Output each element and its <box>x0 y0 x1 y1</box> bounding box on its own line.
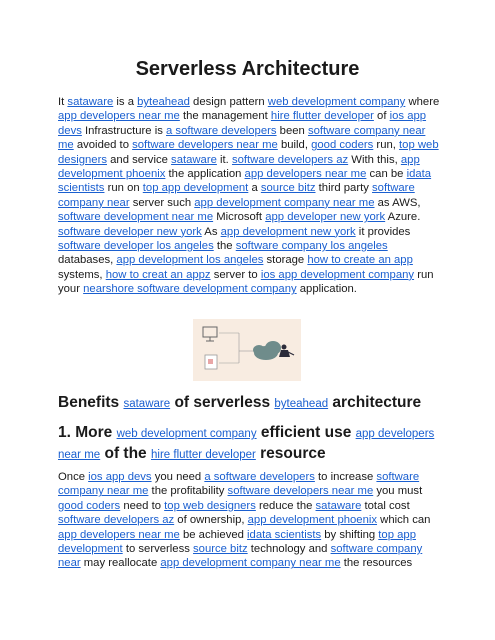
inline-link[interactable]: top app development <box>58 528 416 556</box>
text-run: run on <box>104 182 143 195</box>
text-run: the resources <box>340 557 413 570</box>
text-run: storage <box>263 254 308 267</box>
inline-link[interactable]: app development los angeles <box>116 254 264 267</box>
text-run: efficient use <box>256 424 356 441</box>
inline-link[interactable]: app developers near me <box>58 110 180 123</box>
text-run: third party <box>315 182 373 195</box>
text-run: As <box>201 225 221 238</box>
text-run: the application <box>165 168 245 181</box>
text-run: technology and <box>247 543 331 556</box>
text-run: Azure. <box>385 211 421 224</box>
text-run: build, <box>277 139 312 152</box>
inline-link[interactable]: software company near me <box>58 124 426 152</box>
text-run: With this, <box>348 153 401 166</box>
text-run: and service <box>106 153 172 166</box>
monitor-icon <box>203 327 217 337</box>
inline-link[interactable]: hire flutter developer <box>270 110 374 123</box>
text-run: server such <box>129 196 195 209</box>
intro-paragraph <box>58 95 443 297</box>
inline-link[interactable]: app development company near me <box>194 196 375 209</box>
inline-link[interactable]: software developers near me <box>132 139 278 152</box>
inline-link[interactable]: web development company <box>116 428 257 440</box>
text-run: databases, <box>58 254 117 267</box>
text-run: design pattern <box>189 96 268 108</box>
inline-link[interactable]: good coders <box>311 139 374 152</box>
text-run: resource <box>255 445 326 462</box>
benefits-heading <box>58 393 443 414</box>
inline-link[interactable]: software developers near me <box>227 485 374 498</box>
inline-link[interactable]: sataware <box>171 153 217 166</box>
inline-link[interactable]: software developers az <box>231 153 349 166</box>
text-run: it provides <box>355 225 411 238</box>
text-run: as AWS, <box>374 196 421 209</box>
text-run: by shifting <box>321 528 379 541</box>
inline-link[interactable]: software developer new york <box>58 225 202 238</box>
text-run: of the <box>100 445 151 462</box>
inline-link[interactable]: software development near me <box>58 211 214 224</box>
inline-link[interactable]: app developers near me <box>58 428 435 461</box>
inline-link[interactable]: how to create an app <box>307 254 413 267</box>
text-run: Infrastructure is <box>81 124 167 137</box>
inline-link[interactable]: idata scientists <box>58 168 432 195</box>
text-run: avoided to <box>73 139 133 152</box>
text-run: It <box>58 96 68 108</box>
page-title: Serverless Architecture <box>135 58 360 80</box>
text-run: the profitability <box>148 485 228 498</box>
inline-link[interactable]: software developer los angeles <box>58 240 214 253</box>
text-run: may reallocate <box>80 557 161 570</box>
inline-link[interactable]: web development company <box>267 96 406 108</box>
inline-link[interactable]: top web designers <box>164 499 256 512</box>
text-run: of <box>373 110 390 123</box>
text-run: a <box>248 182 261 195</box>
text-run: of ownership, <box>174 514 248 527</box>
inline-link[interactable]: ios app development company <box>260 268 415 281</box>
text-run: server to <box>210 268 261 281</box>
text-run: application. <box>296 283 357 296</box>
text-run: it. <box>216 153 232 166</box>
text-run: the management <box>179 110 271 123</box>
text-run: Once <box>58 471 89 483</box>
text-run: run, <box>373 139 400 152</box>
inline-link[interactable]: good coders <box>58 499 121 512</box>
text-run: the <box>213 240 236 253</box>
text-run: architecture <box>328 394 422 411</box>
text-run: total cost <box>361 499 410 512</box>
inline-link[interactable]: source bitz <box>260 182 316 195</box>
text-run: you need <box>151 471 205 483</box>
inline-link[interactable]: how to creat an appz <box>105 268 211 281</box>
inline-link[interactable]: software company near me <box>58 471 420 498</box>
text-run: to increase <box>314 471 377 483</box>
text-run: you must <box>373 485 423 498</box>
inline-link[interactable]: ios app devs <box>58 110 427 137</box>
text-run: need to <box>120 499 165 512</box>
text-run: systems, <box>58 268 106 281</box>
inline-link[interactable]: software company near <box>58 543 423 570</box>
inline-link[interactable]: hire flutter developer <box>151 449 256 461</box>
inline-link[interactable]: sataware <box>123 398 171 410</box>
inline-link[interactable]: nearshore software development company <box>83 283 297 296</box>
inline-link[interactable]: app development phoenix <box>58 153 420 181</box>
text-run: can be <box>366 168 407 181</box>
text-run: is a <box>113 96 138 108</box>
inline-link[interactable]: top app development <box>142 182 249 195</box>
inline-link[interactable]: app developers near me <box>58 528 180 541</box>
inline-link[interactable]: app development new york <box>220 225 356 238</box>
cloud-icon <box>253 341 281 360</box>
inline-link[interactable]: app developer new york <box>265 211 386 224</box>
text-run: reduce the <box>255 499 316 512</box>
text-run: which can <box>377 514 431 527</box>
inline-link[interactable]: app developers near me <box>244 168 367 181</box>
inline-link[interactable]: app development phoenix <box>247 514 378 527</box>
text-run: where <box>405 96 440 108</box>
text-run: run your <box>58 268 434 296</box>
text-run: Benefits <box>58 394 124 411</box>
inline-link[interactable]: sataware <box>67 96 114 108</box>
inline-link[interactable]: software developers az <box>58 514 175 527</box>
inline-link[interactable]: ios app devs <box>88 471 152 483</box>
inline-link[interactable]: a software developers <box>204 471 315 483</box>
inline-link[interactable]: app development company near me <box>160 557 341 570</box>
inline-link[interactable]: a software developers <box>166 124 277 137</box>
more-efficient-heading <box>58 423 443 465</box>
inline-link[interactable]: sataware <box>315 499 362 512</box>
serverless-illustration <box>193 319 301 381</box>
person-figure-icon <box>279 345 294 358</box>
text-run: to serverless <box>122 543 194 556</box>
inline-link[interactable]: source bitz <box>193 543 248 556</box>
text-run: 1. More <box>58 424 117 441</box>
inline-link[interactable]: top web designers <box>58 139 439 166</box>
inline-link[interactable]: software company near <box>58 182 415 209</box>
text-run: been <box>276 124 308 137</box>
inline-link[interactable]: byteahead <box>137 96 190 108</box>
text-run: be achieved <box>179 528 248 541</box>
inline-link[interactable]: byteahead <box>274 398 329 410</box>
second-paragraph <box>58 470 443 571</box>
inline-link[interactable]: software company los angeles <box>235 240 388 253</box>
text-run: Microsoft <box>213 211 266 224</box>
text-run: of serverless <box>170 394 275 411</box>
inline-link[interactable]: idata scientists <box>247 528 322 541</box>
